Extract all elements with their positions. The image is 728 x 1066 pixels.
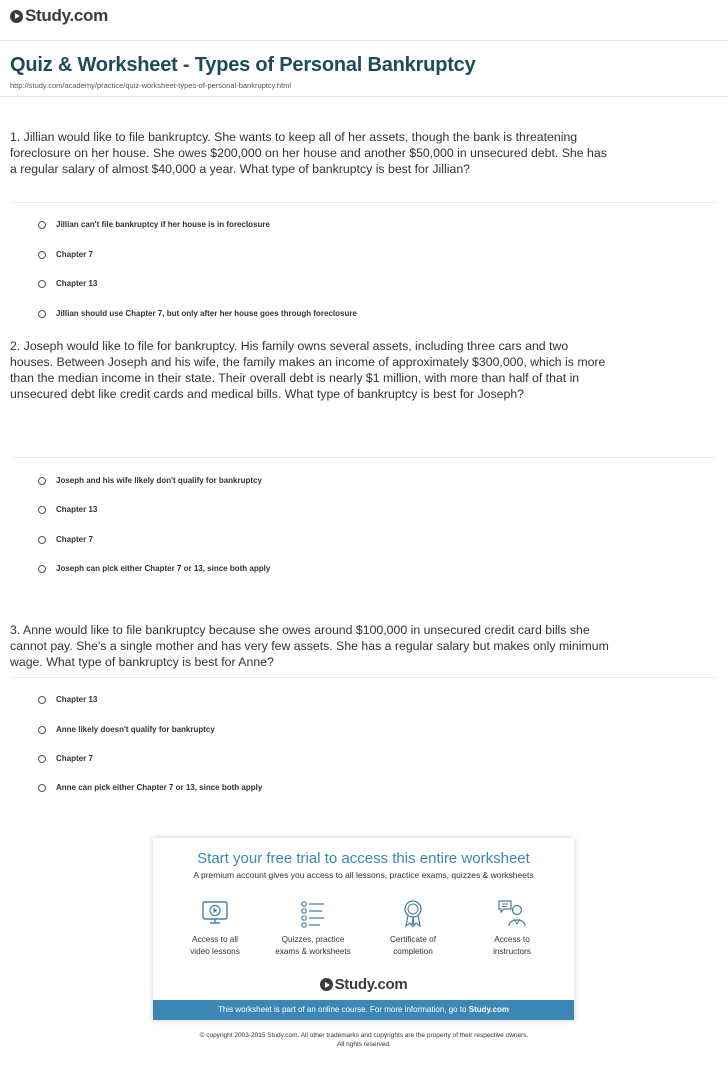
- answer-label: Joseph and his wife likely don't qualify for bankruptcy: [56, 476, 262, 485]
- answer-label: Jillian can't file bankruptcy if her house is in foreclosure: [56, 220, 270, 229]
- question-3: 3. Anne would like to file bankruptcy because she owes around $100,000 in unsecured credit card bills she cannot pay. She's a single mother and has very few assets. She has a regular salary but makes only minimum wage. What type of bankruptcy is best for Anne?: [10, 623, 609, 669]
- title-divider: [0, 96, 728, 97]
- study-logo[interactable]: [10, 6, 108, 26]
- video-lesson-icon: [200, 898, 230, 928]
- copyright-line: © copyright 2003-2015 Study.com. All other trademarks and copyrights are the property of their respective owners.: [199, 1032, 529, 1039]
- promo-subhead: A premium account gives you access to all lessons, practice exams, quizzes & worksheets: [193, 870, 534, 880]
- answer-label: Chapter 13: [56, 695, 98, 704]
- radio-circle-icon[interactable]: [38, 696, 46, 704]
- radio-circle-icon[interactable]: [38, 477, 46, 485]
- radio-circle-icon[interactable]: [38, 251, 46, 259]
- study-com-link[interactable]: Study.com: [468, 1005, 510, 1014]
- answer-option[interactable]: [38, 505, 97, 514]
- promo-headline[interactable]: Start your free trial to access this entire worksheet: [197, 850, 530, 867]
- feature-label-line: completion: [393, 947, 433, 956]
- header-divider: [0, 40, 728, 41]
- answer-label: Chapter 7: [56, 754, 93, 763]
- answer-option[interactable]: [38, 535, 93, 544]
- copyright-notice: [164, 1031, 564, 1049]
- feature-quizzes: [263, 898, 363, 958]
- feature-label-line: exams & worksheets: [275, 947, 351, 956]
- answer-label: Chapter 7: [56, 250, 93, 259]
- logo-text: Study.com: [334, 976, 408, 993]
- radio-circle-icon[interactable]: [38, 565, 46, 573]
- promo-study-logo[interactable]: [153, 976, 574, 993]
- logo-text: Study.com: [25, 6, 108, 25]
- page-title: Quiz & Worksheet - Types of Personal Bankruptcy: [10, 54, 476, 76]
- question-divider: [10, 677, 718, 678]
- answer-option[interactable]: [38, 250, 93, 259]
- feature-video-lessons: [165, 898, 265, 958]
- play-circle-icon: [320, 978, 333, 991]
- feature-instructors: [462, 898, 562, 958]
- answer-label: Jillian should use Chapter 7, but only after her house goes through foreclosure: [56, 309, 357, 318]
- answer-label: Chapter 13: [56, 279, 98, 288]
- answer-option[interactable]: [38, 220, 270, 229]
- copyright-line: All rights reserved.: [337, 1041, 391, 1048]
- radio-circle-icon[interactable]: [38, 536, 46, 544]
- promo-footer-text: This worksheet is part of an online course. For more information, go to: [217, 1005, 469, 1014]
- answer-label: Chapter 13: [56, 505, 98, 514]
- answer-option[interactable]: [38, 695, 97, 704]
- feature-label-line: Access to all: [192, 935, 238, 944]
- answer-label: Chapter 7: [56, 535, 93, 544]
- free-trial-promo[interactable]: [153, 838, 574, 1020]
- instructors-icon: [497, 898, 527, 928]
- feature-label-line: Certificate of: [390, 935, 436, 944]
- feature-certificate: [363, 898, 463, 958]
- question-1: 1. Jillian would like to file bankruptcy. She wants to keep all of her assets, though the bank is threatening foreclosure on her house. She owes $200,000 on her house and another $50,000 in unsecured debt. She has a regular salary of almost $40,000 a year. What type of bankruptcy is best for Jillian?: [10, 130, 607, 176]
- answer-label: Joseph can pick either Chapter 7 or 13, since both apply: [56, 564, 271, 573]
- answer-option[interactable]: [38, 725, 215, 734]
- radio-circle-icon[interactable]: [38, 221, 46, 229]
- certificate-icon: [398, 898, 428, 928]
- answer-option[interactable]: [38, 783, 262, 792]
- radio-circle-icon[interactable]: [38, 784, 46, 792]
- answer-option[interactable]: [38, 279, 97, 288]
- page-url: http://study.com/academy/practice/quiz-worksheet-types-of-personal-bankruptcy.html: [10, 81, 292, 90]
- answer-label: Anne likely doesn't qualify for bankruptcy: [56, 725, 215, 734]
- question-2: 2. Joseph would like to file for bankruptcy. His family owns several assets, including three cars and two houses. Between Joseph and his wife, the family makes an income of approximately $300,000, which is more than the median income in their state. Their overall debt is nearly $1 million, with more than half of that in unsecured debt like credit cards and medical bills. What type of bankruptcy is best for Joseph?: [10, 339, 606, 401]
- play-circle-icon: [10, 10, 23, 23]
- promo-footer: [153, 1000, 574, 1020]
- radio-circle-icon[interactable]: [38, 506, 46, 514]
- radio-circle-icon[interactable]: [38, 726, 46, 734]
- radio-circle-icon[interactable]: [38, 280, 46, 288]
- feature-label-line: Access to: [494, 935, 530, 944]
- feature-label-line: Quizzes, practice: [281, 935, 345, 944]
- feature-label-line: instructors: [493, 947, 531, 956]
- question-divider: [10, 202, 718, 203]
- question-divider: [10, 457, 718, 458]
- quiz-list-icon: [298, 898, 328, 928]
- radio-circle-icon[interactable]: [38, 310, 46, 318]
- radio-circle-icon[interactable]: [38, 755, 46, 763]
- answer-option[interactable]: [38, 564, 270, 573]
- answer-option[interactable]: [38, 754, 93, 763]
- feature-label-line: video lessons: [190, 947, 240, 956]
- answer-label: Anne can pick either Chapter 7 or 13, since both apply: [56, 783, 263, 792]
- answer-option[interactable]: [38, 476, 262, 485]
- answer-option[interactable]: [38, 309, 357, 318]
